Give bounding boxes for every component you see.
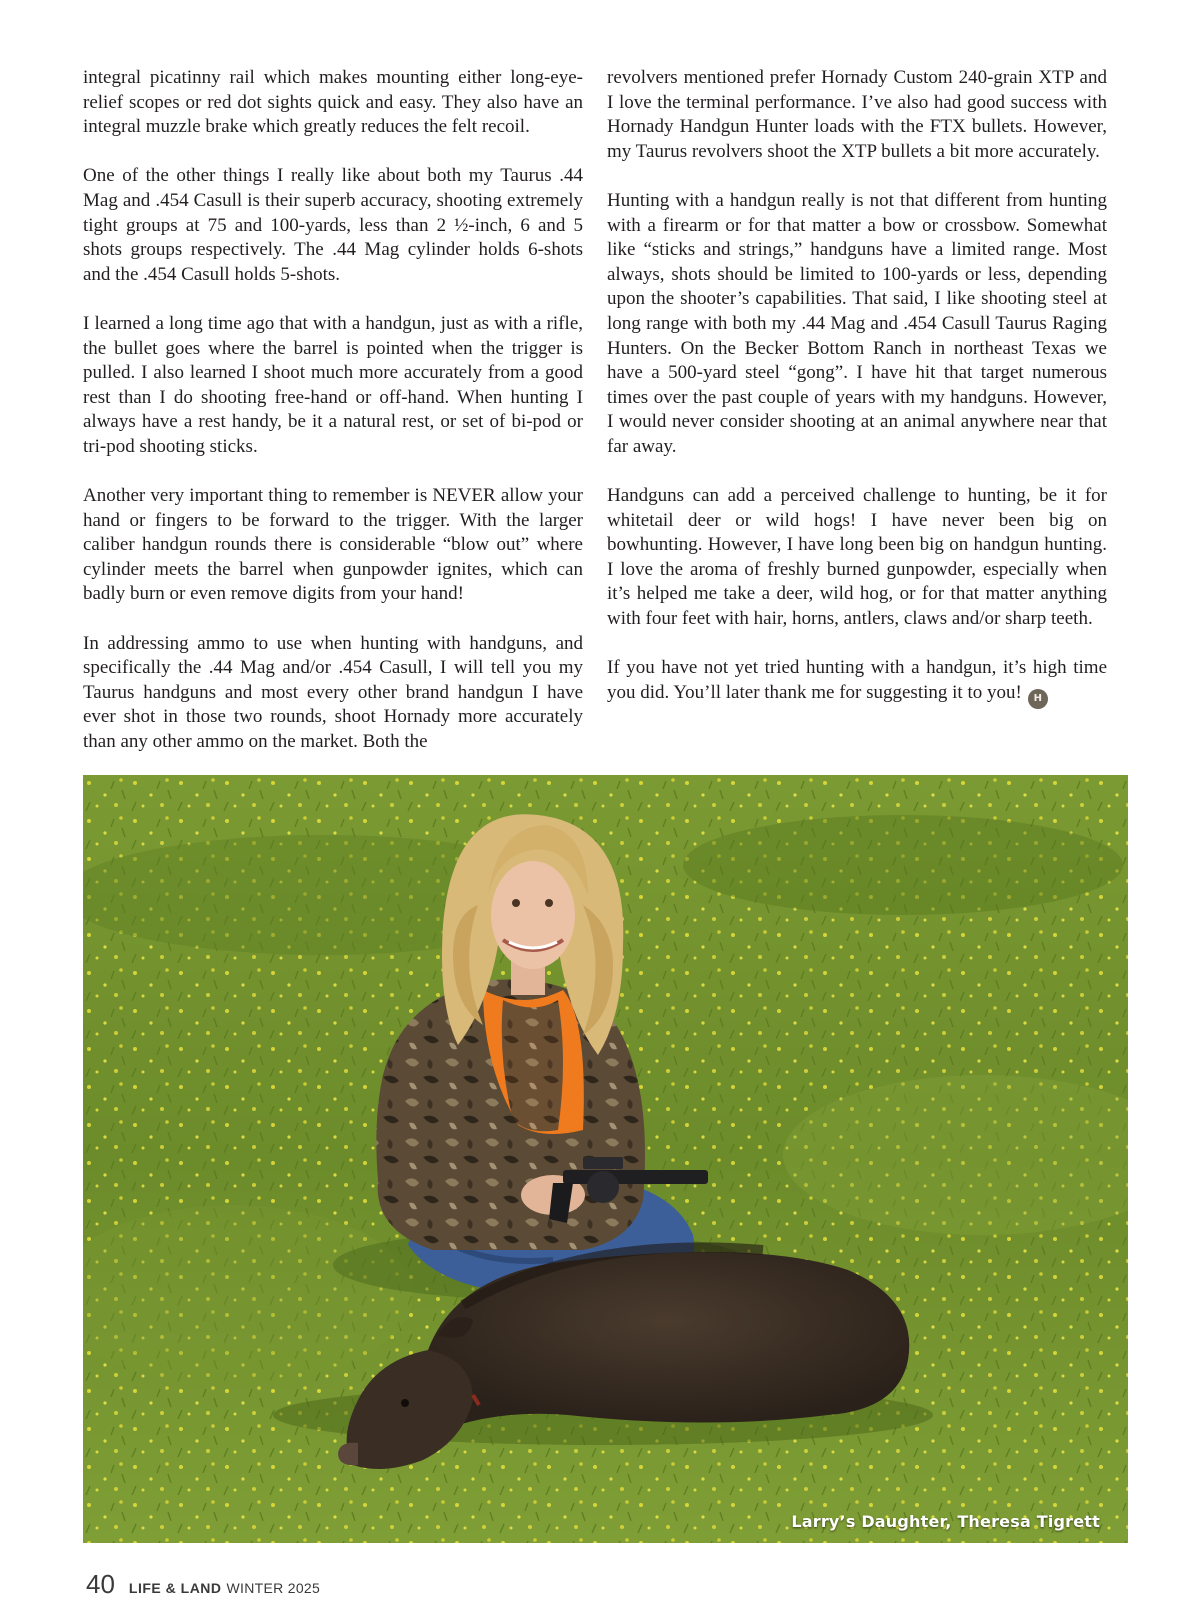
paragraph: integral picatinny rail which makes mounting either long-eye-relief scopes or red dot sights quick and easy. They also have an integral muzzle brake which greatly reduces the felt recoil. [83,67,583,138]
paragraph: I learned a long time ago that with a handgun, just as with a rifle, the bullet goes where the barrel is pointed when the trigger is pulled. I also learned I shoot much more accurately from a good rest than I do shooting free-hand or off-hand. When hunting I always have a rest handy, be it a natural rest, or set of bi-pod or tri-pod shooting sticks. [83,312,583,457]
paragraph: Hunting with a handgun really is not that different from hunting with a firearm or for that matter a bow or crossbow. Somewhat like “sticks and strings,” handguns have a limited range. Most always, shots should be limited to 100-yards or less, depending upon the shooter’s capabilities. That said, I like shooting steel at long range with both my .44 Mag and .454 Casull Taurus Raging Hunters. On the Becker Bottom Ranch in northeast Texas we have a 500-yard steel “gong”. I have hit that target numerous times over the past couple of years with my handguns. However, I would never consider shooting at an animal anywhere near that far away. [607,189,1107,457]
paragraph: In addressing ammo to use when hunting with handguns, and specifically the .44 Mag and/or .454 Casull, I will tell you my Taurus handguns and most every other brand handgun I have ever shot in those two rounds, shoot Hornady more accurately than any other ammo on the market. Both the [83,632,583,753]
magazine-name: LIFE & LAND [128,1580,222,1596]
paragraph: revolvers mentioned prefer Hornady Custom 240-grain XTP and I love the terminal performance. I’ve also had good success with Hornady Handgun Hunter loads with the FTX bullets. However, my Taurus revolvers shoot the XTP bullets a bit more accurately. [607,67,1107,162]
magazine-logo-icon: H [1028,689,1048,709]
photo-illustration [83,775,1128,1543]
article-right-column [607,66,1107,709]
paragraph: Handguns can add a perceived challenge to hunting, be it for whitetail deer or wild hogs! I have never been big on bowhunting. However, I have long been big on handgun hunting. I love the aroma of freshly burned gunpowder, especially when it’s helped me take a deer, wild hog, or for that matter anything with four feet with hair, horns, antlers, claws and/or sharp teeth. [607,485,1107,630]
magazine-issue: WINTER 2025 [226,1580,321,1596]
paragraph: Another very important thing to remember is NEVER allow your hand or fingers to be forward to the trigger. With the larger caliber handgun rounds there is considerable “blow out” where cylinder meets the barrel when gunpowder ignites, which can badly burn or even remove digits from your hand! [83,485,583,605]
paragraph: One of the other things I really like about both my Taurus .44 Mag and .454 Casull is their superb accuracy, shooting extremely tight groups at 75 and 100-yards, less than 2 ½-inch, 6 and 5 shots groups respectively. The .44 Mag cylinder holds 6-shots and the .454 Casull holds 5-shots. [83,165,583,285]
paragraph-closing [607,656,1107,709]
hunting-photo [83,775,1128,1543]
photo-caption: Larry’s Daughter, Theresa Tigrett [791,1512,1100,1531]
closing-text: If you have not yet tried hunting with a handgun, it’s high time you did. You’ll later thank me for suggesting it to you! [607,657,1107,703]
page-number: 40 [86,1569,115,1599]
article-left-column [83,66,583,755]
page-footer [86,1569,320,1599]
